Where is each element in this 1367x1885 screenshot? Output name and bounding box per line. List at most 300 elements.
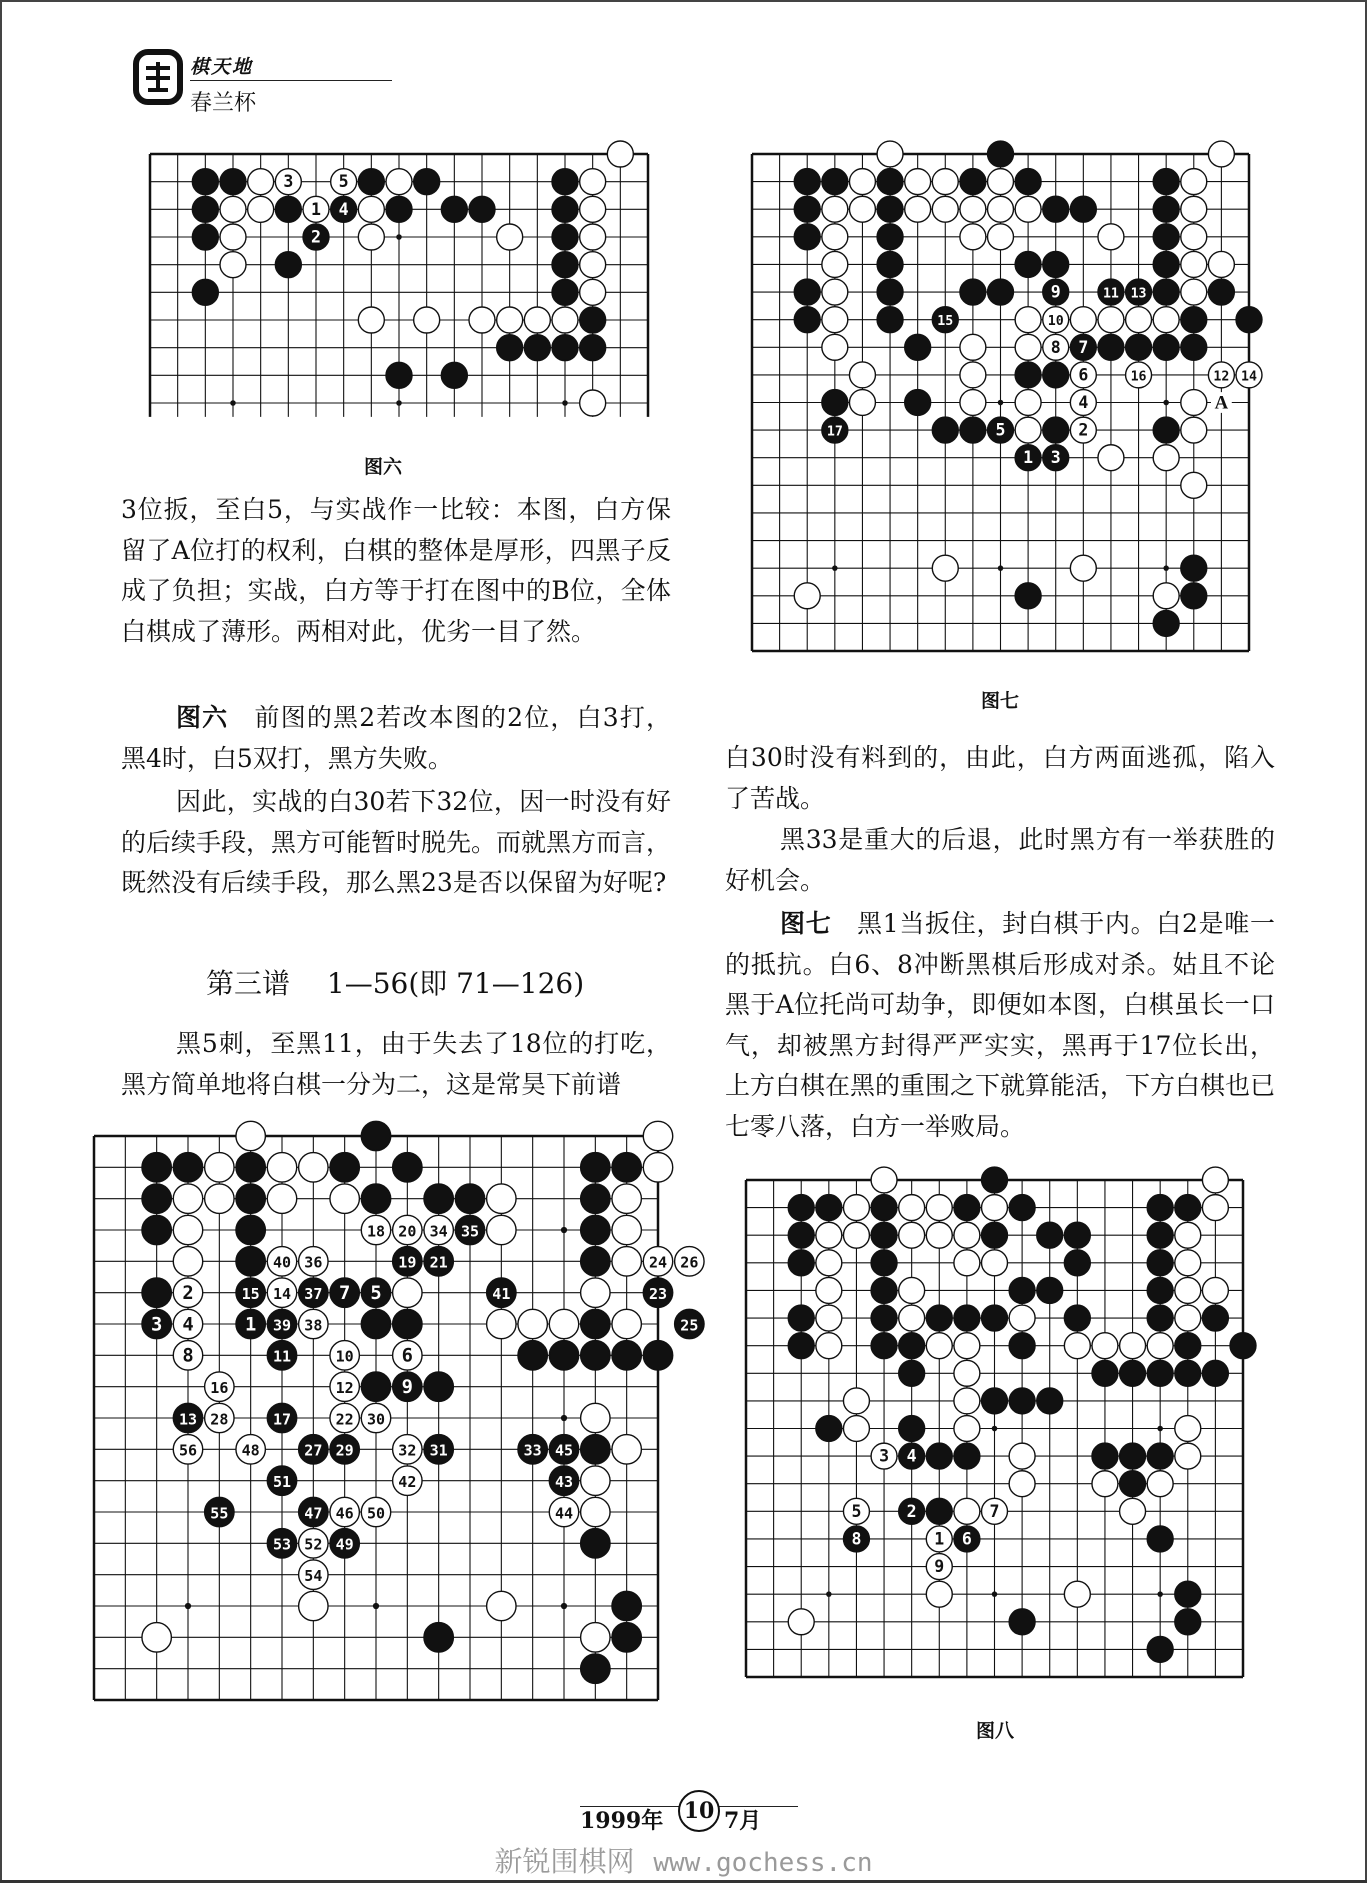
- seal-logo-icon: [132, 48, 184, 106]
- move-number: 3: [151, 1314, 163, 1336]
- move-number: 54: [304, 1566, 323, 1585]
- white-stone: [173, 1215, 202, 1244]
- white-stone: [849, 196, 875, 222]
- white-stone-move-8: [173, 1341, 202, 1370]
- white-stone: [1202, 1277, 1228, 1303]
- white-stone: [926, 1581, 952, 1607]
- star-point: [1163, 400, 1169, 406]
- black-stone: [899, 1360, 925, 1386]
- black-stone: [1208, 279, 1234, 305]
- white-stone: [1181, 251, 1207, 277]
- move-number: 8: [851, 1529, 862, 1549]
- black-stone: [552, 279, 578, 305]
- white-stone-move-24: [643, 1247, 672, 1276]
- white-stone: [899, 1305, 925, 1331]
- black-stone: [926, 1498, 952, 1524]
- white-stone: [1181, 224, 1207, 250]
- black-stone: [1153, 279, 1179, 305]
- white-stone-move-16: [1126, 362, 1152, 388]
- white-stone: [1181, 196, 1207, 222]
- white-stone: [849, 362, 875, 388]
- black-stone-move-11: [1098, 279, 1124, 305]
- move-number: 25: [680, 1316, 699, 1335]
- white-stone: [954, 1360, 980, 1386]
- black-stone: [236, 1215, 265, 1244]
- board-label: A: [1214, 392, 1229, 414]
- black-stone-move-1: [236, 1309, 265, 1338]
- black-stone: [1147, 1443, 1173, 1469]
- white-stone: [1153, 583, 1179, 609]
- black-stone: [1175, 1581, 1201, 1607]
- move-number: 12: [1213, 369, 1230, 385]
- move-number: 6: [961, 1529, 972, 1549]
- black-stone: [1181, 555, 1207, 581]
- move-number: 4: [906, 1446, 917, 1466]
- figure-7-caption: 图七: [980, 690, 1019, 712]
- white-stone-move-9: [926, 1554, 952, 1580]
- white-stone: [1181, 417, 1207, 443]
- black-stone: [1147, 1636, 1173, 1662]
- black-stone: [469, 196, 495, 222]
- move-number: 48: [241, 1441, 260, 1460]
- white-stone: [899, 1195, 925, 1221]
- white-stone: [518, 1309, 547, 1338]
- black-stone: [932, 417, 958, 443]
- black-stone: [982, 1222, 1008, 1248]
- white-stone-move-52: [299, 1529, 328, 1558]
- move-number: 27: [304, 1441, 323, 1460]
- move-number: 56: [178, 1441, 198, 1460]
- white-stone: [1208, 141, 1234, 167]
- white-stone: [580, 224, 606, 250]
- black-stone: [581, 1309, 610, 1338]
- black-stone-move-51: [267, 1466, 296, 1495]
- black-stone: [1153, 196, 1179, 222]
- white-stone: [1070, 555, 1096, 581]
- go-board-game-record: [80, 1122, 699, 1714]
- move-number: 40: [272, 1253, 292, 1272]
- black-stone: [877, 169, 903, 195]
- black-stone-move-39: [267, 1309, 296, 1338]
- white-stone: [1175, 1305, 1201, 1331]
- white-stone-move-6: [1070, 362, 1096, 388]
- move-number: 2: [311, 227, 321, 247]
- black-stone: [1070, 196, 1096, 222]
- white-stone: [1153, 307, 1179, 333]
- black-stone: [549, 1341, 578, 1370]
- black-stone: [1181, 334, 1207, 360]
- move-number: 14: [272, 1284, 292, 1303]
- black-stone: [1181, 583, 1207, 609]
- move-number: 21: [429, 1253, 448, 1272]
- black-stone: [275, 196, 301, 222]
- black-stone: [1037, 1277, 1063, 1303]
- black-stone-move-29: [330, 1435, 359, 1464]
- black-stone: [1009, 1609, 1035, 1635]
- move-number: 29: [335, 1441, 354, 1460]
- star-point: [1157, 1591, 1163, 1597]
- black-stone-move-3: [1043, 445, 1069, 471]
- white-stone: [1015, 334, 1041, 360]
- black-stone: [871, 1222, 897, 1248]
- black-stone: [1153, 169, 1179, 195]
- white-stone: [1202, 1167, 1228, 1193]
- white-stone: [926, 1333, 952, 1359]
- white-stone-move-1: [926, 1526, 952, 1552]
- go-board-figure-6: [136, 140, 662, 422]
- white-stone: [988, 196, 1014, 222]
- black-stone: [1043, 251, 1069, 277]
- black-stone: [877, 307, 903, 333]
- black-stone: [1015, 169, 1041, 195]
- move-number: 3: [1050, 448, 1061, 468]
- white-stone: [330, 1184, 359, 1213]
- white-stone: [926, 1195, 952, 1221]
- header-rule: [190, 80, 392, 81]
- white-stone: [386, 169, 412, 195]
- black-stone-move-19: [393, 1247, 422, 1276]
- black-stone: [173, 1153, 202, 1182]
- black-stone: [552, 252, 578, 278]
- move-number: 22: [335, 1410, 354, 1429]
- move-number: 9: [934, 1557, 945, 1577]
- white-stone: [236, 1121, 265, 1150]
- white-stone: [248, 196, 274, 222]
- white-stone-move-44: [549, 1497, 578, 1526]
- black-stone: [1236, 307, 1262, 333]
- black-stone: [1009, 1333, 1035, 1359]
- black-stone: [1043, 362, 1069, 388]
- white-stone: [960, 362, 986, 388]
- move-number: 14: [1241, 369, 1257, 385]
- black-stone-move-8: [843, 1526, 869, 1552]
- black-stone: [1202, 1360, 1228, 1386]
- black-stone: [794, 307, 820, 333]
- black-stone: [192, 196, 218, 222]
- black-stone: [1153, 224, 1179, 250]
- black-stone-move-1: [1015, 445, 1041, 471]
- black-stone: [581, 1654, 610, 1683]
- white-stone: [1064, 1333, 1090, 1359]
- star-point: [992, 1426, 998, 1432]
- black-stone: [393, 1309, 422, 1338]
- black-stone: [142, 1278, 171, 1307]
- white-stone-move-18: [361, 1215, 390, 1244]
- white-stone: [205, 1184, 234, 1213]
- white-stone: [1147, 1333, 1173, 1359]
- white-stone: [960, 196, 986, 222]
- black-stone: [612, 1591, 641, 1620]
- black-stone: [954, 1305, 980, 1331]
- black-stone: [424, 1623, 453, 1652]
- white-stone: [580, 279, 606, 305]
- black-stone: [142, 1153, 171, 1182]
- black-stone: [794, 224, 820, 250]
- white-stone: [954, 1498, 980, 1524]
- move-number: 2: [182, 1282, 194, 1304]
- move-number: 1: [245, 1314, 257, 1336]
- white-stone: [1092, 1471, 1118, 1497]
- white-stone: [960, 390, 986, 416]
- star-point: [396, 400, 402, 406]
- figure-8-caption: 图八: [975, 1720, 1014, 1742]
- white-stone-move-56: [173, 1435, 202, 1464]
- move-number: 16: [1130, 369, 1147, 385]
- white-stone-move-26: [675, 1247, 704, 1276]
- black-stone: [1037, 1222, 1063, 1248]
- white-stone-move-12: [330, 1372, 359, 1401]
- white-stone-move-40: [267, 1247, 296, 1276]
- move-number: 46: [335, 1504, 354, 1523]
- black-stone: [1064, 1222, 1090, 1248]
- black-stone: [899, 1416, 925, 1442]
- white-stone: [173, 1247, 202, 1276]
- black-stone-move-49: [330, 1529, 359, 1558]
- white-stone: [612, 1247, 641, 1276]
- black-stone: [612, 1341, 641, 1370]
- black-stone-move-23: [643, 1278, 672, 1307]
- black-stone-move-35: [455, 1215, 484, 1244]
- black-stone: [1181, 307, 1207, 333]
- black-stone: [1064, 1250, 1090, 1276]
- section-heading: 第三谱 1—56(即 71—126): [206, 967, 585, 1000]
- white-stone-move-32: [393, 1435, 422, 1464]
- white-stone: [358, 196, 384, 222]
- move-number: 26: [680, 1253, 699, 1272]
- white-stone: [581, 1403, 610, 1432]
- white-stone: [1098, 224, 1124, 250]
- black-stone: [982, 1388, 1008, 1414]
- white-stone-move-38: [299, 1309, 328, 1338]
- watermark-site: 新锐围棋网: [494, 1845, 635, 1878]
- black-stone: [788, 1333, 814, 1359]
- white-stone: [393, 1278, 422, 1307]
- black-stone: [788, 1250, 814, 1276]
- black-stone: [1147, 1195, 1173, 1221]
- white-stone: [1009, 1443, 1035, 1469]
- move-number: 11: [272, 1347, 292, 1366]
- white-stone: [1009, 1305, 1035, 1331]
- move-number: 6: [401, 1345, 413, 1367]
- black-stone-move-37: [299, 1278, 328, 1307]
- white-stone-move-48: [236, 1435, 265, 1464]
- black-stone-move-4: [331, 196, 357, 222]
- black-stone-move-9: [393, 1372, 422, 1401]
- white-stone: [1175, 1277, 1201, 1303]
- black-stone: [1147, 1526, 1173, 1552]
- white-stone: [487, 1591, 516, 1620]
- white-stone: [580, 169, 606, 195]
- black-stone: [1015, 583, 1041, 609]
- black-stone: [581, 1215, 610, 1244]
- black-stone: [960, 279, 986, 305]
- black-stone-move-3: [142, 1309, 171, 1338]
- magazine-name: 棋天地: [190, 56, 254, 78]
- black-stone-move-45: [549, 1435, 578, 1464]
- black-stone: [552, 335, 578, 361]
- watermark-url: www.gochess.cn: [653, 1848, 873, 1878]
- white-stone: [905, 196, 931, 222]
- black-stone: [275, 252, 301, 278]
- footer-year: 1999年: [580, 1808, 664, 1834]
- white-stone: [248, 169, 274, 195]
- black-stone: [581, 1341, 610, 1370]
- black-stone: [518, 1341, 547, 1370]
- star-point: [1157, 1426, 1163, 1432]
- white-stone: [1098, 445, 1124, 471]
- white-stone-move-30: [361, 1403, 390, 1432]
- right-paragraph-3-body: 黑1当扳住，封白棋于内。白2是唯一的抵抗。白6、8冲断黑棋后形成对杀。姑且不论黑于A位托尚可劫争，即便如本图，白棋虽长一口气，却被黑方封得严严实实，黑再于17位长出，上方白棋在黑的重围之下就算能活，下方白棋也已七零八落，白方一举败局。: [725, 909, 1276, 1141]
- white-stone-move-10: [330, 1341, 359, 1370]
- white-stone-move-16: [205, 1372, 234, 1401]
- go-board-figure-8: [732, 1166, 1264, 1691]
- black-stone: [822, 390, 848, 416]
- white-stone: [1181, 472, 1207, 498]
- move-number: 5: [338, 172, 349, 192]
- white-stone: [1092, 1333, 1118, 1359]
- black-stone: [581, 1435, 610, 1464]
- black-stone: [1015, 362, 1041, 388]
- move-number: 5: [995, 420, 1006, 440]
- move-number: 4: [338, 199, 349, 219]
- star-point: [185, 1603, 191, 1609]
- white-stone: [358, 307, 384, 333]
- black-stone: [552, 196, 578, 222]
- black-stone: [1126, 334, 1152, 360]
- black-stone: [871, 1305, 897, 1331]
- white-stone-move-4: [173, 1309, 202, 1338]
- white-stone: [871, 1167, 897, 1193]
- black-stone: [581, 1184, 610, 1213]
- black-stone: [871, 1333, 897, 1359]
- move-number: 50: [366, 1504, 386, 1523]
- white-stone-move-3: [871, 1443, 897, 1469]
- move-number: 30: [366, 1410, 386, 1429]
- white-stone: [612, 1184, 641, 1213]
- white-stone: [954, 1333, 980, 1359]
- white-stone: [469, 307, 495, 333]
- figure-6-caption: 图六: [363, 456, 402, 478]
- black-stone-move-17: [267, 1403, 296, 1432]
- white-stone: [982, 1250, 1008, 1276]
- white-stone: [524, 307, 550, 333]
- move-number: 9: [1050, 282, 1061, 302]
- star-point: [373, 1603, 379, 1609]
- move-number: 2: [1078, 420, 1089, 440]
- white-stone: [905, 169, 931, 195]
- white-stone-move-50: [361, 1497, 390, 1526]
- black-stone: [361, 1372, 390, 1401]
- black-stone-move-31: [424, 1435, 453, 1464]
- black-stone: [643, 1341, 672, 1370]
- move-number: 7: [339, 1282, 351, 1304]
- move-number: 3: [283, 172, 294, 192]
- white-stone: [1009, 1471, 1035, 1497]
- move-number: 51: [272, 1472, 292, 1491]
- move-number: 16: [210, 1378, 229, 1397]
- move-number: 43: [554, 1472, 574, 1491]
- black-stone-move-55: [205, 1497, 234, 1526]
- move-number: 8: [182, 1345, 194, 1367]
- white-stone: [1064, 1581, 1090, 1607]
- white-stone-move-54: [299, 1560, 328, 1589]
- black-stone: [1098, 334, 1124, 360]
- black-stone-move-13: [1126, 279, 1152, 305]
- black-stone: [1043, 196, 1069, 222]
- black-stone: [1147, 1277, 1173, 1303]
- white-stone-move-22: [330, 1403, 359, 1432]
- white-stone-move-12: [1208, 362, 1234, 388]
- white-stone: [816, 1250, 842, 1276]
- black-stone: [580, 307, 606, 333]
- black-stone: [1043, 417, 1069, 443]
- black-stone: [236, 1184, 265, 1213]
- white-stone: [1015, 196, 1041, 222]
- white-stone: [877, 141, 903, 167]
- black-stone: [441, 362, 467, 388]
- black-stone: [142, 1184, 171, 1213]
- black-stone: [1153, 610, 1179, 636]
- white-stone: [1175, 1416, 1201, 1442]
- black-stone: [1120, 1360, 1146, 1386]
- move-number: 53: [272, 1535, 292, 1554]
- white-stone: [552, 307, 578, 333]
- black-stone-move-5: [361, 1278, 390, 1307]
- white-stone: [643, 1121, 672, 1150]
- white-stone-move-3: [275, 169, 301, 195]
- black-stone: [954, 1443, 980, 1469]
- black-stone: [192, 279, 218, 305]
- move-number: 24: [648, 1253, 668, 1272]
- black-stone: [788, 1195, 814, 1221]
- black-stone: [424, 1184, 453, 1213]
- white-stone-move-2: [173, 1278, 202, 1307]
- move-number: 9: [401, 1376, 413, 1398]
- black-stone: [330, 1153, 359, 1182]
- white-stone: [612, 1215, 641, 1244]
- white-stone: [1070, 307, 1096, 333]
- black-stone: [1153, 251, 1179, 277]
- white-stone: [899, 1277, 925, 1303]
- white-stone-move-46: [330, 1497, 359, 1526]
- white-stone: [988, 169, 1014, 195]
- move-number: 33: [523, 1441, 542, 1460]
- white-stone: [954, 1222, 980, 1248]
- left-paragraph-3: 因此，实战的白30若下32位，因一时没有好的后续手段，黑方可能暂时脱先。而就黑方而言，既然没有后续手段，那么黑23是否以保留为好呢?: [121, 787, 672, 897]
- black-stone: [877, 279, 903, 305]
- black-stone: [1009, 1277, 1035, 1303]
- move-number: 39: [272, 1316, 292, 1335]
- move-number: 17: [272, 1410, 292, 1429]
- white-stone: [487, 1184, 516, 1213]
- black-stone: [982, 1305, 1008, 1331]
- white-stone: [822, 196, 848, 222]
- footer-month: 7月: [724, 1808, 762, 1834]
- white-stone-move-36: [299, 1247, 328, 1276]
- white-stone-move-14: [1236, 362, 1262, 388]
- star-point: [562, 400, 568, 406]
- black-stone: [899, 1333, 925, 1359]
- black-stone-move-11: [267, 1341, 296, 1370]
- move-number: 1: [934, 1529, 945, 1549]
- black-stone: [1175, 1609, 1201, 1635]
- white-stone: [1147, 1471, 1173, 1497]
- move-number: 18: [366, 1222, 386, 1241]
- black-stone-move-13: [173, 1403, 202, 1432]
- black-stone: [552, 169, 578, 195]
- white-stone: [816, 1277, 842, 1303]
- white-stone: [1120, 1333, 1146, 1359]
